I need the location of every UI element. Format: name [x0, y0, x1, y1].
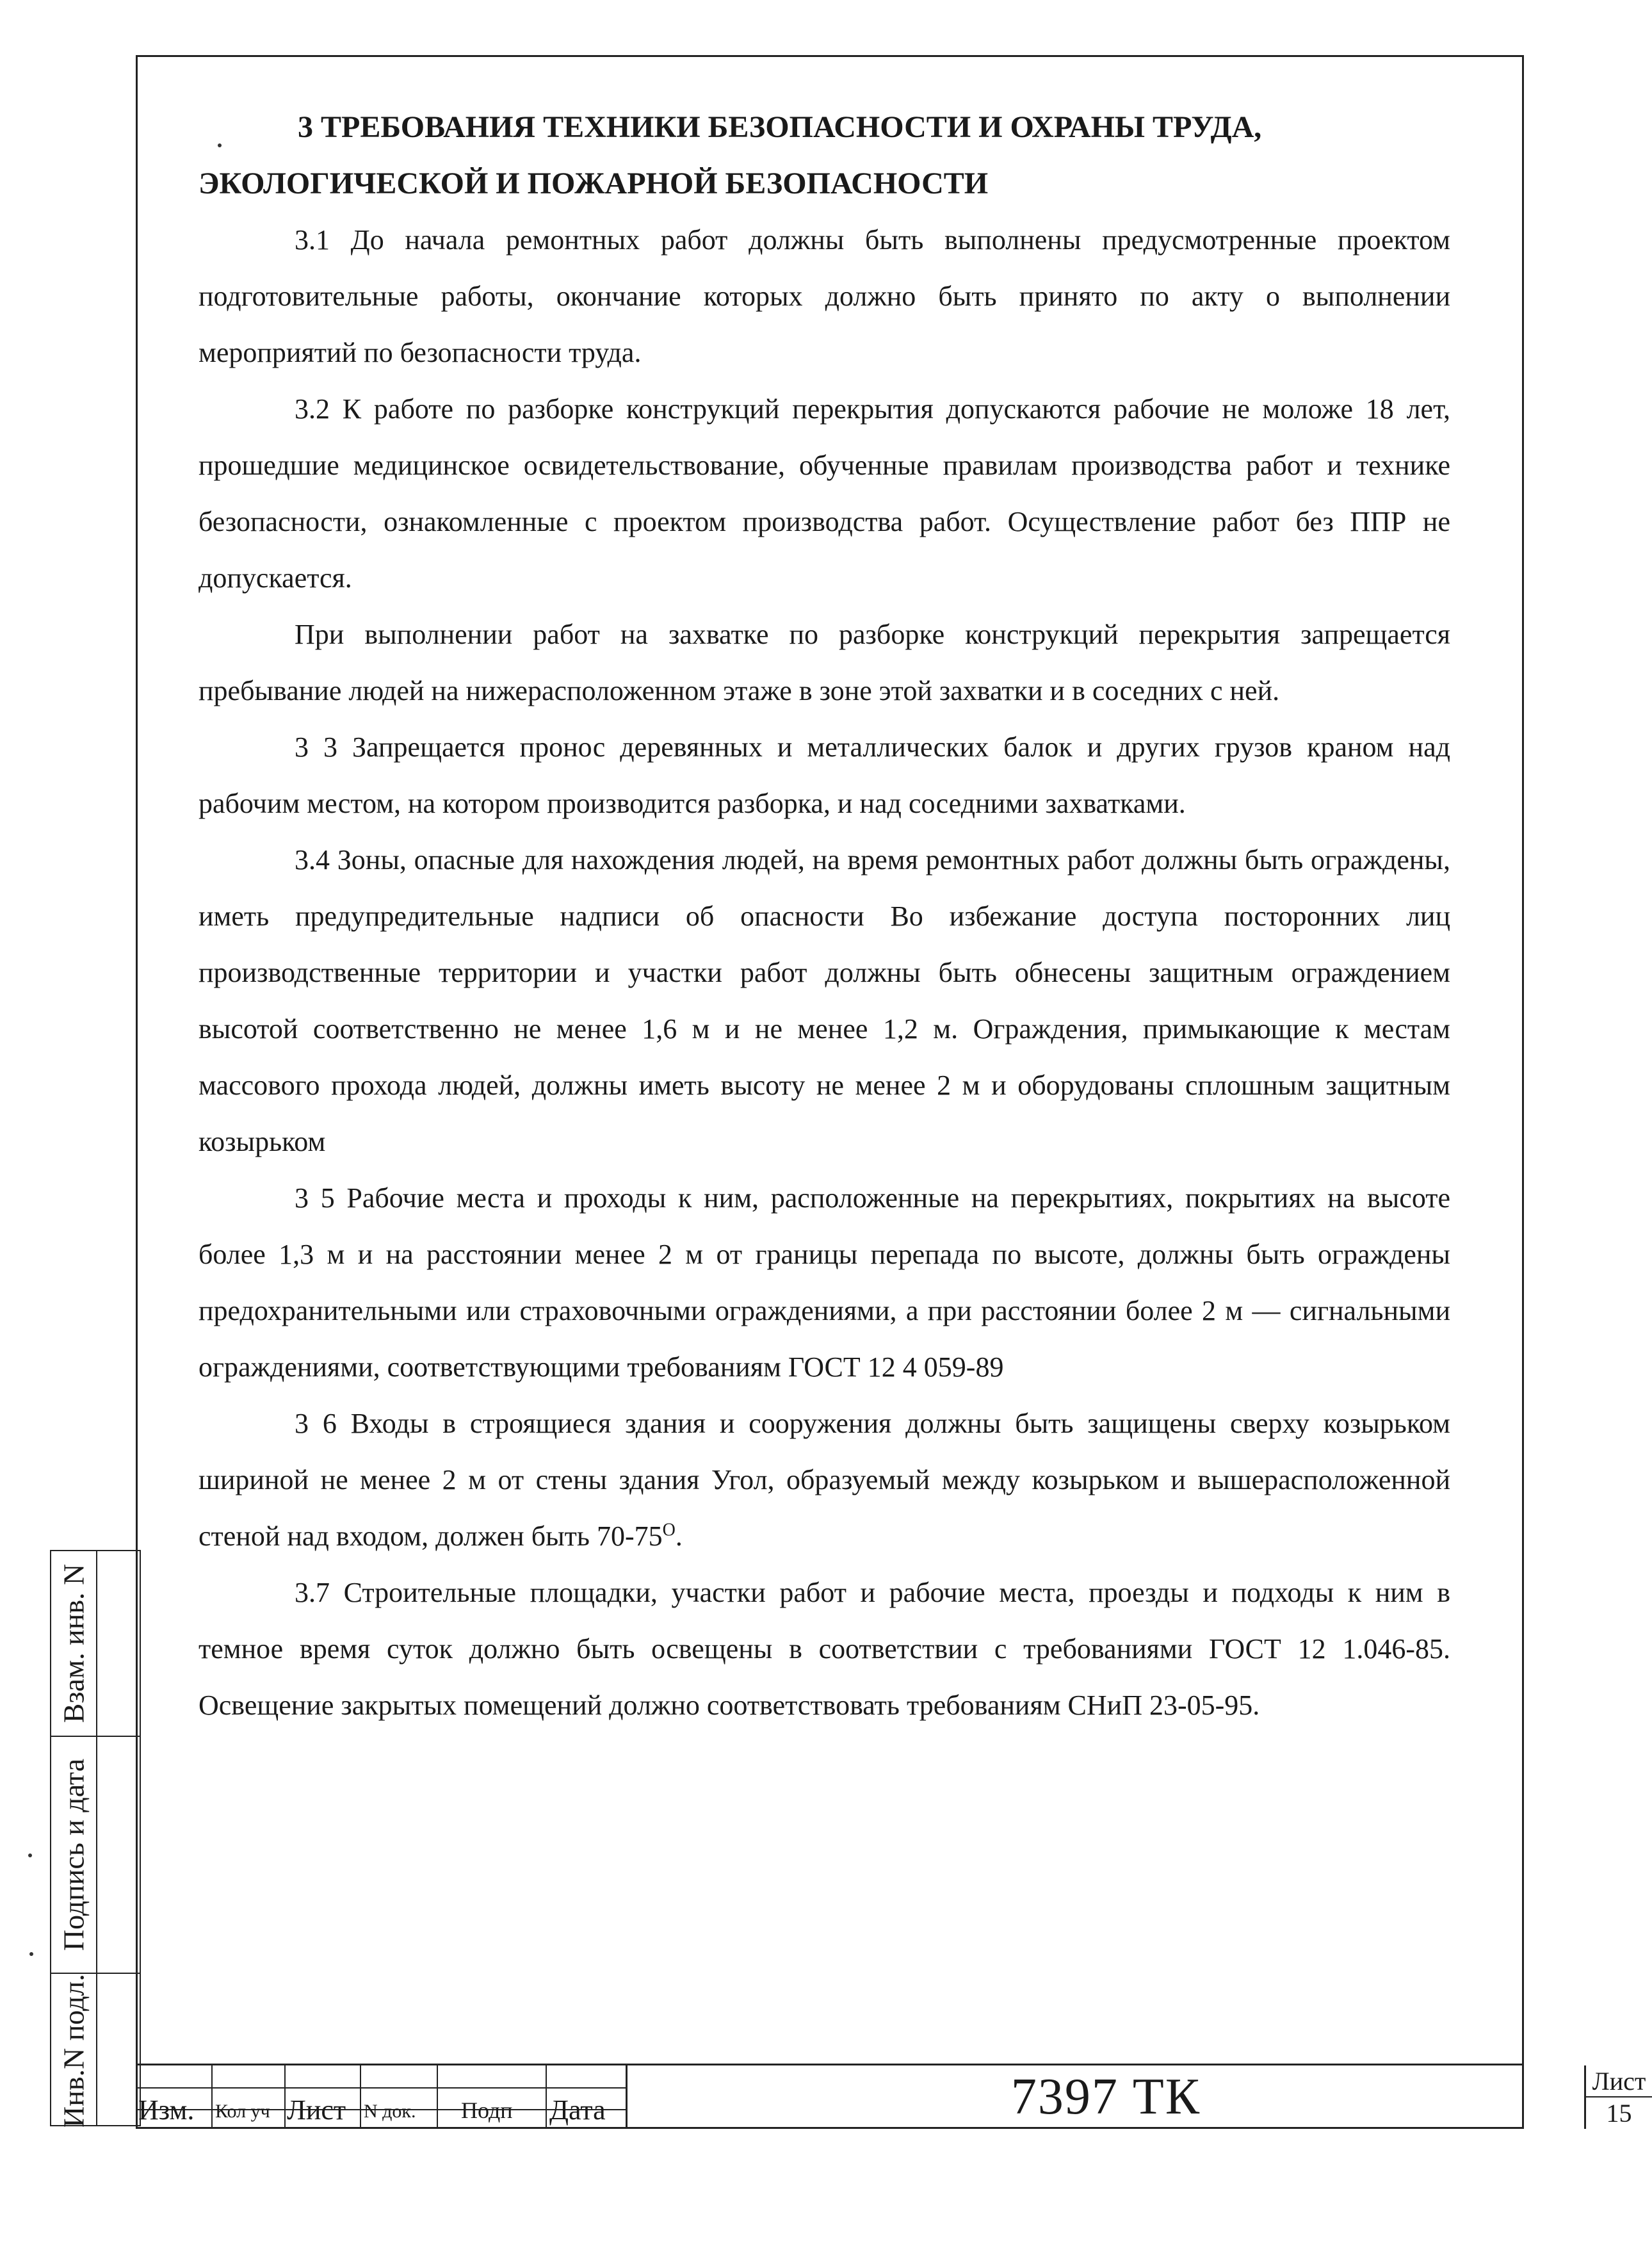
scan-speck: [28, 1853, 32, 1857]
document-code: 7397 ТК: [626, 2065, 1584, 2129]
scan-speck: [29, 1952, 33, 1956]
revision-table: [136, 2065, 626, 2129]
degree-superscript: О: [662, 1520, 676, 1540]
heading-line-2: ЭКОЛОГИЧЕСКОЙ И ПОЖАРНОЙ БЕЗОПАСНОСТИ: [198, 167, 989, 200]
side-cell-vzam: [51, 1551, 96, 1737]
title-block: [136, 2064, 1646, 2129]
grid-line: [437, 2065, 438, 2129]
side-value-vzam: [96, 1551, 140, 1737]
side-value-podpis: [96, 1737, 140, 1974]
side-stamp-values: [96, 1550, 141, 2126]
side-cell-inv: [51, 1974, 96, 2128]
grid-line: [546, 2065, 547, 2129]
data-label: Дата: [549, 2094, 606, 2126]
sheet-label: Лист: [1586, 2067, 1652, 2097]
podpis-data-label: Подпись и дата: [57, 1758, 90, 1951]
grid-line: [360, 2065, 361, 2129]
paragraph-3-2: 3.2 К работе по разборке конструкций перекрытия допускаются рабочие не моложе 18 лет, прошедшие медицинское освидетельствование, обученные правилам производства работ и технике безопасности, ознакомленные с проектом производства работ. Осуществление работ без ППР не допускается.: [198, 393, 1450, 594]
section-heading: [198, 99, 1450, 212]
podp-label: Подп: [461, 2097, 513, 2123]
heading-line-1: 3 ТРЕБОВАНИЯ ТЕХНИКИ БЕЗОПАСНОСТИ И ОХРАНЫ ТРУДА,: [298, 110, 1262, 144]
paragraph-3-6-end: .: [675, 1520, 683, 1552]
inv-podl-label: Инв.N подл.: [57, 1974, 90, 2128]
side-value-inv: [96, 1974, 140, 2128]
paragraph-3-5: 3 5 Рабочие места и проходы к ним, расположенные на перекрытиях, покрытиях на высоте более 1,3 м и на расстоянии менее 2 м от границы перепада по высоте, должны быть ограждены предохранительными или страховочными ограждениями, а при расстоянии более 2 м — сигнальными ограждениями, соответствующими требованиям ГОСТ 12 4 059-89: [198, 1182, 1450, 1383]
paragraph-3-7: 3.7 Строительные площадки, участки работ и рабочие места, проезды и подходы к ним в темное время суток должно быть освещены в соответствии с требованиями ГОСТ 12 1.046-85. Освещение закрытых помещений должно соответствовать требованиям СНиП 23-05-95.: [198, 1577, 1450, 1721]
grid-line: [284, 2065, 286, 2129]
sheet-box: [1584, 2065, 1652, 2129]
sheet-number: 15: [1606, 2099, 1632, 2128]
kol-uch-label: Кол уч: [215, 2101, 270, 2122]
list-label: Лист: [287, 2094, 346, 2126]
n-dok-label: N док.: [364, 2101, 416, 2122]
paragraph-3-4: 3.4 Зоны, опасные для нахождения людей, на время ремонтных работ должны быть ограждены, иметь предупредительные надписи об опасности Во избежание доступа посторонних лиц производственные территории и участки работ должны быть обнесены защитным ограждением высотой соответственно не менее 1,6 м и не менее 1,2 м. Ограждения, примыкающие к местам массового прохода людей, должны иметь высоту не менее 2 м и оборудованы сплошным защитным козырьком: [198, 844, 1450, 1157]
document-body: [198, 99, 1450, 1734]
side-cell-podpis: [51, 1737, 96, 1974]
grid-line: [136, 2087, 626, 2089]
izm-label: Изм.: [138, 2094, 195, 2126]
side-stamp-labels: [50, 1550, 97, 2126]
paragraph-3-3: 3 3 Запрещается пронос деревянных и металлических балок и других грузов краном над рабочим местом, на котором производится разборка, и над соседними захватками.: [198, 731, 1450, 819]
paragraph-3-2-continued: При выполнении работ на захватке по разборке конструкций перекрытия запрещается пребывание людей на нижерасположенном этаже в зоне этой захватки и в соседних с ней.: [198, 619, 1450, 706]
paragraph-3-6-text: 3 6 Входы в строящиеся здания и сооружения должны быть защищены сверху козырьком шириной не менее 2 м от стены здания Угол, образуемый между козырьком и вышерасположенной стеной над входом, должен быть 70-75: [198, 1408, 1450, 1552]
grid-line: [211, 2065, 213, 2129]
side-stamp: [50, 1550, 141, 2126]
paragraph-3-1: 3.1 До начала ремонтных работ должны быть выполнены предусмотренные проектом подготовительные работы, окончание которых должно быть принято по акту о выполнении мероприятий по безопасности труда.: [198, 224, 1450, 368]
paragraph-3-6: [198, 1396, 1450, 1565]
vzam-inv-label: Взам. инв. N: [57, 1563, 90, 1723]
